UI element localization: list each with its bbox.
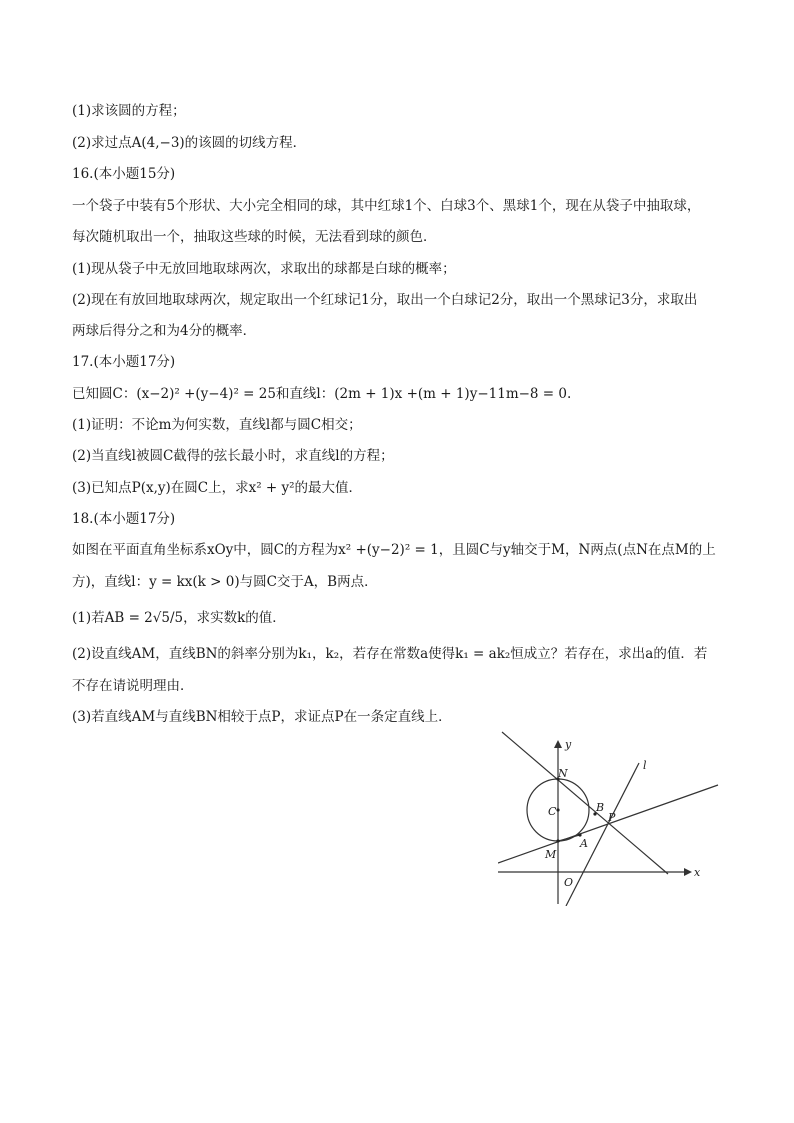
q16-stem-line2: 每次随机取出一个，抽取这些球的时候，无法看到球的颜色． <box>72 229 437 245</box>
q15-part1: (1)求该圆的方程； <box>72 103 186 119</box>
label-n: N <box>558 767 568 780</box>
q16-heading: 16.(本小题15分) <box>72 166 176 182</box>
q16-stem-line1: 一个袋子中装有5个形状、大小完全相同的球，其中红球1个、白球3个、黑球1个，现在从袋子中抽取球， <box>72 198 701 214</box>
q18-heading: 18.(本小题17分) <box>72 511 176 527</box>
label-x: x <box>694 866 701 879</box>
q17-part3: (3)已知点P(x,y)在圆C上，求x² + y²的最大值． <box>72 480 363 496</box>
q18-part1: (1)若AB = 2√5/5，求实数k的值． <box>72 610 286 626</box>
label-a: A <box>580 837 588 850</box>
q16-part2-line2: 两球后得分之和为4分的概率． <box>72 323 257 339</box>
label-m: M <box>545 848 557 861</box>
q18-stem-line1: 如图在平面直角坐标系xOy中，圆C的方程为x² +(y−2)² = 1，且圆C与y轴交于M，N两点(点N在点M的上 <box>72 542 716 558</box>
q18-part2-line2: 不存在请说明理由． <box>72 678 194 694</box>
label-o: O <box>564 876 574 889</box>
point-c <box>556 808 559 811</box>
label-y: y <box>565 738 572 751</box>
segment-ma <box>558 835 580 841</box>
q15-part2: (2)求过点A(4,−3)的该圆的切线方程． <box>72 135 307 151</box>
q17-stem: 已知圆C：(x−2)² +(y−4)² = 25和直线l：(2m + 1)x +(m + 1)y−11m−8 = 0. <box>72 386 572 402</box>
q18-part3: (3)若直线AM与直线BN相较于点P，求证点P在一条定直线上． <box>72 709 452 725</box>
label-b: B <box>596 801 605 814</box>
q17-part2: (2)当直线l被圆C截得的弦长最小时，求直线l的方程； <box>72 448 394 464</box>
label-l: l <box>643 759 647 772</box>
q17-heading: 17.(本小题17分) <box>72 354 176 370</box>
q17-part1: (1)证明：不论m为何实数，直线l都与圆C相交； <box>72 417 362 433</box>
y-axis-arrow-icon <box>554 740 562 748</box>
point-m <box>556 839 559 842</box>
label-c: C <box>548 805 557 818</box>
x-axis-arrow-icon <box>684 868 692 876</box>
label-p: P <box>608 811 616 824</box>
q18-part2-line1: (2)设直线AM，直线BN的斜率分别为k₁，k₂，若存在常数a使得k₁ = ak₂恒成立？若存在，求出a的值．若 <box>72 646 708 662</box>
q16-part1: (1)现从袋子中无放回地取球两次，求取出的球都是白球的概率； <box>72 261 456 277</box>
geometry-figure <box>498 728 720 906</box>
q16-part2-line1: (2)现在有放回地取球两次，规定取出一个红球记1分，取出一个白球记2分，取出一个黑球记3分，求取出 <box>72 292 698 308</box>
q18-stem-line2: 方)，直线l：y = kx(k > 0)与圆C交于A，B两点． <box>72 574 378 590</box>
